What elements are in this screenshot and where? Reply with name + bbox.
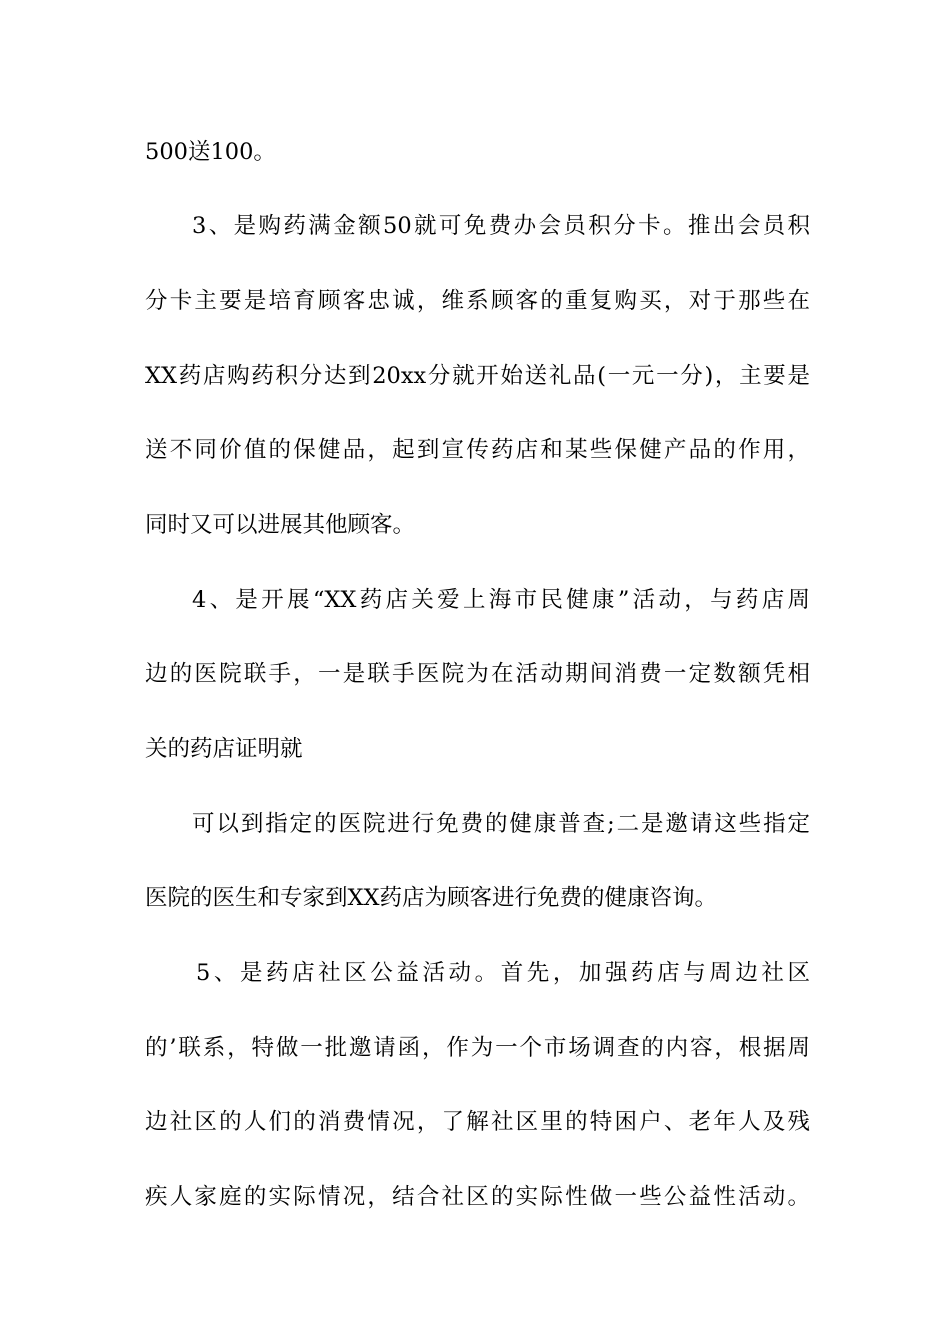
- text-line-8: 边的医院联手，一是联手医院为在活动期间消费一定数额凭相: [145, 661, 810, 687]
- text-line-3: 分卡主要是培育顾客忠诚，维系顾客的重复购买，对于那些在: [145, 288, 810, 314]
- text-line-1: 500送100。: [145, 139, 276, 165]
- text-line-2: 3、是购药满金额50就可免费办会员积分卡。推出会员积: [192, 213, 810, 239]
- text-line-5: 送不同价值的保健品，起到宣传药店和某些保健产品的作用，: [145, 437, 810, 463]
- text-line-11: 医院的医生和专家到XX药店为顾客进行免费的健康咨询。: [145, 885, 718, 911]
- text-line-6: 同时又可以进展其他顾客。: [145, 512, 416, 538]
- text-line-15: 疾人家庭的实际情况，结合社区的实际性做一些公益性活动。: [145, 1184, 810, 1210]
- text-line-14: 边社区的人们的消费情况，了解社区里的特困户、老年人及残: [145, 1109, 810, 1135]
- text-line-4: XX药店购药积分达到20xx分就开始送礼品(一元一分)，主要是: [145, 363, 810, 389]
- text-line-13: 的’联系，特做一批邀请函，作为一个市场调查的内容，根据周: [145, 1035, 810, 1061]
- text-line-10: 可以到指定的医院进行免费的健康普查;二是邀请这些指定: [192, 811, 810, 837]
- text-line-12: 5、是药店社区公益活动。首先，加强药店与周边社区: [196, 960, 810, 986]
- text-line-9: 关的药店证明就: [145, 736, 303, 762]
- text-line-7: 4、是开展“XX药店关爱上海市民健康”活动，与药店周: [192, 587, 810, 613]
